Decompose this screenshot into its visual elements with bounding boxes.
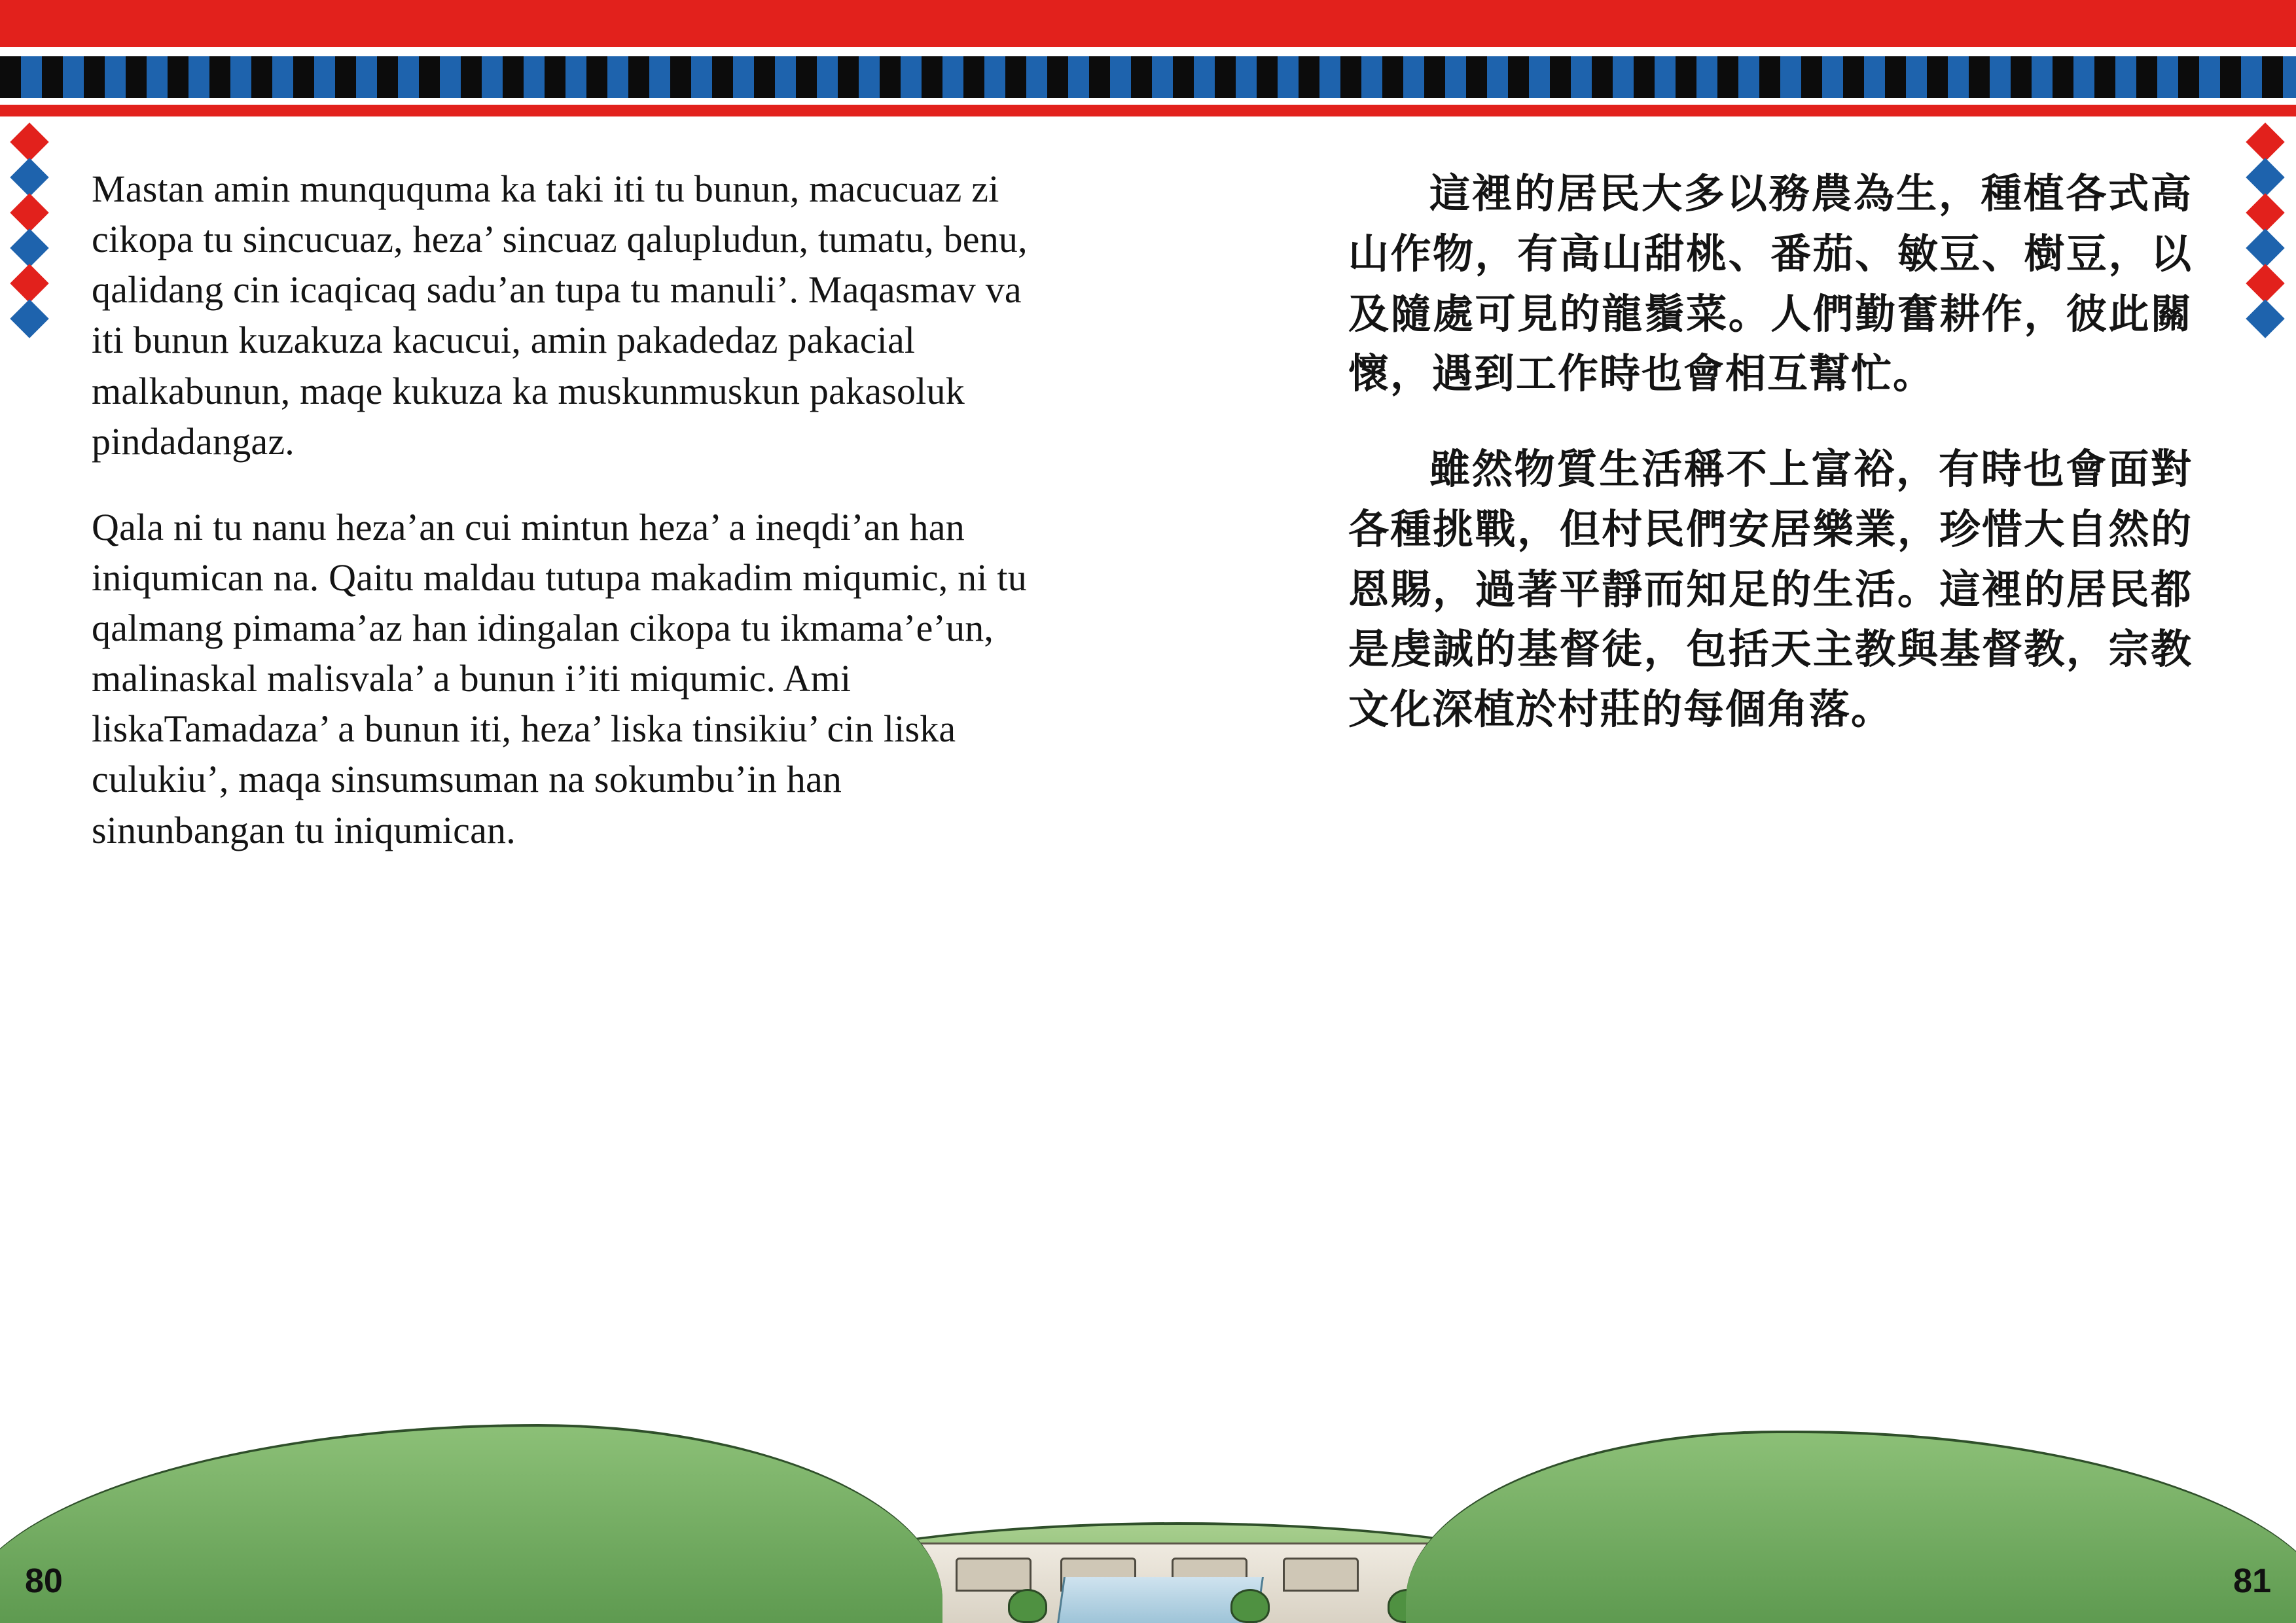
page-spread-content [0, 131, 2296, 1479]
page-number-left: 80 [25, 1562, 63, 1600]
right-page-text-column [1348, 164, 2193, 775]
band-white-gap-2 [0, 98, 2296, 105]
bottom-landscape-illustration [0, 1407, 2296, 1623]
village-hut [1283, 1558, 1359, 1592]
top-decorative-band [0, 0, 2296, 116]
band-red-stripe-bottom [0, 105, 2296, 116]
chinese-paragraph-2: 雖然物質生活稱不上富裕，有時也會面對各種挑戰，但村民們安居樂業，珍惜大自然的恩賜，過著平靜而知足的生活。這裡的居民都是虔誠的基督徒，包括天主教與基督教，宗教文化深植於村莊的每個角落。 [1348, 445, 2193, 733]
band-white-gap-1 [0, 47, 2296, 56]
left-page-text-column [92, 164, 1028, 891]
village-hut [956, 1558, 1031, 1592]
page-number-right: 81 [2233, 1562, 2271, 1600]
bunun-paragraph-1: Mastan amin munququma ka taki iti tu bunun, macucuaz zi cikopa tu sincucuaz, heza’ sincuaz qalupludun, tumatu, benu, qalidang cin icaqicaq sadu’an tupa tu manuli’. Maqasmav va iti bunun kuzakuza kacucui, amin pakadedaz pakacial malkabunun, maqe kukuza ka muskunmuskun pakasoluk pindadangaz. [92, 168, 1028, 463]
bunun-paragraph-2: Qala ni tu nanu heza’an cui mintun heza’ a ineqdi’an han iniqumican na. Qaitu maldau tutupa makadim miqumic, ni tu qalmang pimama’az han idingalan cikopa tu ikmama’e’un, malinaskal malisvala’ a bunun i’iti miqumic. Ami liskaTamadaza’ a bunun iti, heza’ liska tinsikiu’ cin liska culukiu’, maqa sinsumsuman na sokumbu’in han sinunbangan tu iniqumican. [92, 505, 1027, 851]
tree [1230, 1589, 1270, 1623]
tree [1008, 1589, 1047, 1623]
band-checker-pattern [0, 56, 2296, 98]
band-red-stripe-top [0, 0, 2296, 47]
chinese-paragraph-1: 這裡的居民大多以務農為生，種植各式高山作物，有高山甜桃、番茄、敏豆、樹豆，以及隨處可見的龍鬚菜。人們勤奮耕作，彼此關懷，遇到工作時也會相互幫忙。 [1348, 169, 2193, 398]
